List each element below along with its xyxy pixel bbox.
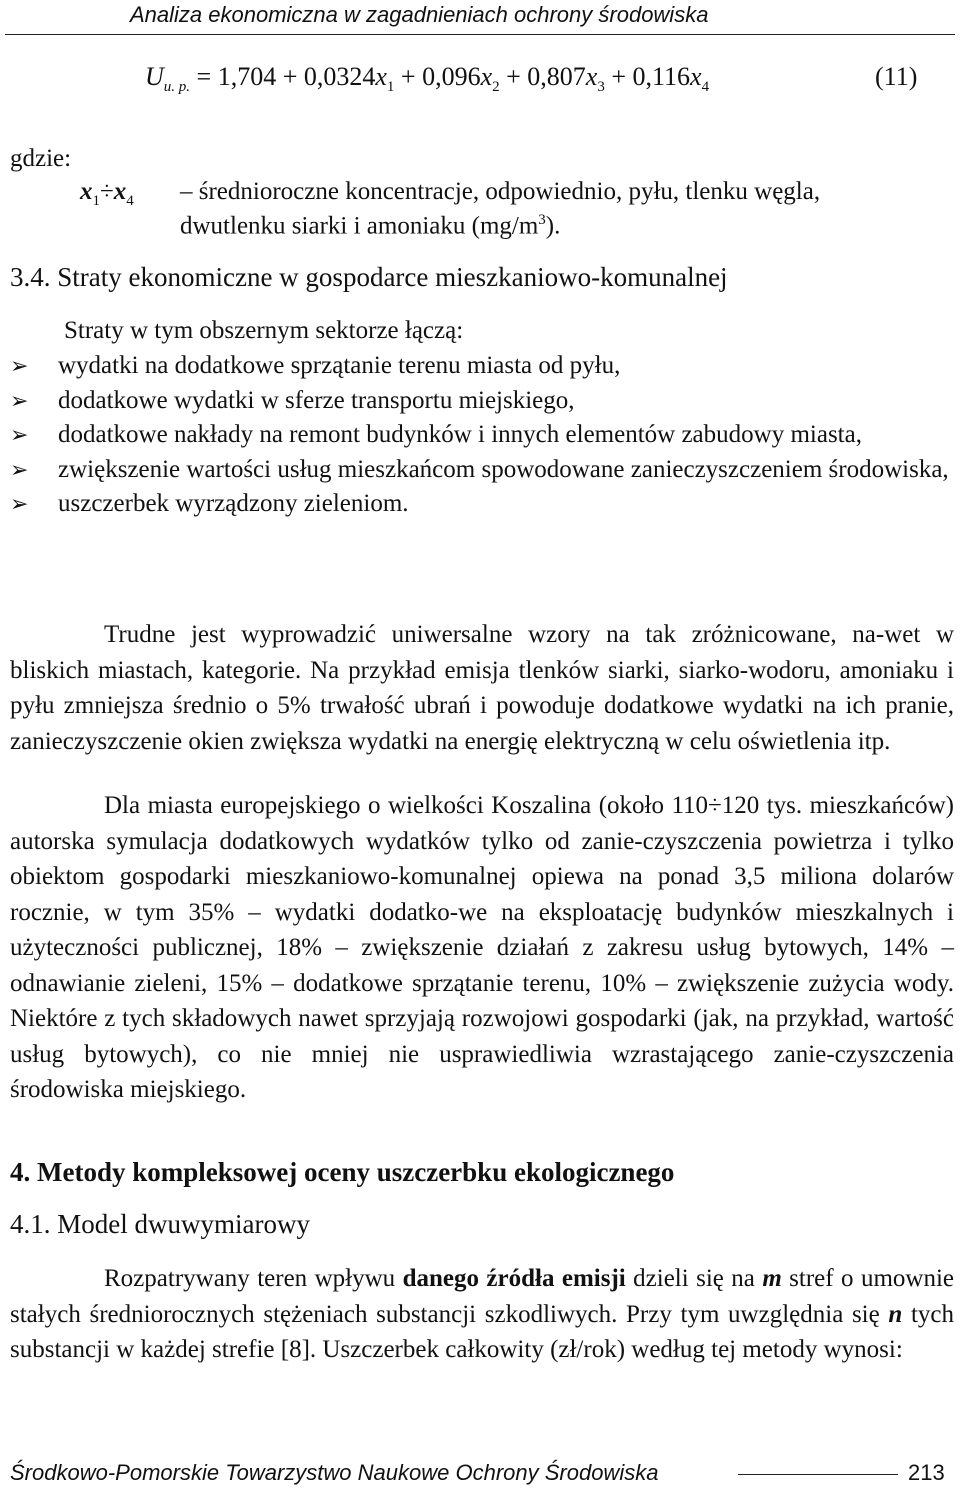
list-item: ➢ wydatki na dodatkowe sprzątanie terenu miasta od pyłu,	[10, 349, 954, 384]
bullet-arrow-icon: ➢	[10, 422, 29, 447]
where-description-line1: – średnioroczne koncentracje, odpowiednio, pyłu, tlenku węgla,	[180, 178, 821, 205]
bullet-arrow-icon: ➢	[10, 353, 29, 378]
where-symbol: $x_1\div x_4$	[80, 178, 134, 209]
intro-text: Straty w tym obszernym sektorze łączą:	[64, 317, 464, 344]
section-heading-4: 4. Metody kompleksowej oceny uszczerbku ekologicznego	[10, 1157, 675, 1187]
where-label: gdzie:	[10, 145, 72, 172]
section-heading-3-4: 3.4. Straty ekonomiczne w gospodarce mieszkaniowo-komunalnej	[10, 262, 728, 292]
page-number: 213	[908, 1460, 945, 1485]
list-item: ➢ dodatkowe nakłady na remont budynków i innych elementów zabudowy miasta,	[10, 418, 954, 453]
bullet-list	[10, 349, 954, 522]
bullet-arrow-icon: ➢	[10, 456, 29, 482]
running-header: Analiza ekonomiczna w zagadnieniach ochrony środowiska	[130, 2, 709, 27]
footer-society: Środkowo-Pomorskie Towarzystwo Naukowe Ochrony Środowiska	[10, 1460, 659, 1485]
paragraph: Rozpatrywany teren wpływu danego źródła emisji dzieli się na m stref o umownie stałych średniorocznych stężeniach substancji szkodliwych. Przy tym uwzględnia się n tych substancji w każdej strefie [8]. Uszczerbek całkowity (zł/rok) według tej metody wynosi:	[10, 1265, 954, 1363]
equation-number: (11)	[875, 62, 918, 91]
bullet-arrow-icon: ➢	[10, 387, 29, 413]
list-item: ➢ dodatkowe wydatki w sferze transportu miejskiego,	[10, 384, 954, 419]
equation-11: $U_{u. p.} = 1,704 + 0,0324x_1 + 0,096x_2 + 0,807x_3 + 0,116x_4$	[145, 62, 710, 95]
paragraph: Dla miasta europejskiego o wielkości Koszalina (około 110÷120 tys. mieszkańców) autorska symulacja dodatkowych wydatków tylko od zanie-czyszczenia powietrza i tylko obiektom gospodarki mieszkaniowo-komunalnej opiewa na ponad 3,5 miliona dolarów rocznie, w tym 35% – wydatki dodatko-we na eksploatację budynków mieszkalnych i użyteczności publicznej, 18% – zwiększenie działań z zakresu usług bytowych, 14% – odnawianie zieleni, 15% – dodatkowe sprzątanie terenu, 10% – zwiększenie zużycia wody. Niektóre z tych składowych nawet sprzyjają rozwojowi gospodarki (jak, na przykład, wartość usług bytowych), co nie mniej nie usprawiedliwia wzrastającego zanie-czyszczenia środowiska miejskiego.	[10, 792, 954, 1103]
section-heading-4-1: 4.1. Model dwuwymiarowy	[10, 1209, 310, 1239]
bullet-arrow-icon: ➢	[10, 491, 29, 516]
paragraph: Trudne jest wyprowadzić uniwersalne wzory na tak zróżnicowane, na-wet w bliskich miastach, kategorie. Na przykład emisja tlenków siarki, siarko-wodoru, amoniaku i pyłu zmniejsza średnio o 5% trwałość ubrań i powoduje dodatkowe wydatki na ich pranie, zanieczyszczenie okien zwiększa wydatki na energię elektryczną w celu oświetlenia itp.	[10, 621, 954, 755]
header-rule	[5, 34, 955, 35]
where-description-line2: dwutlenku siarki i amoniaku $(mg/m^3)$.	[180, 212, 561, 240]
list-item: ➢ zwiększenie wartości usług mieszkańcom spowodowane zanieczyszczeniem środowiska,	[10, 453, 954, 488]
list-item: ➢ uszczerbek wyrządzony zieleniom.	[10, 487, 954, 522]
footer-rule	[738, 1474, 898, 1475]
